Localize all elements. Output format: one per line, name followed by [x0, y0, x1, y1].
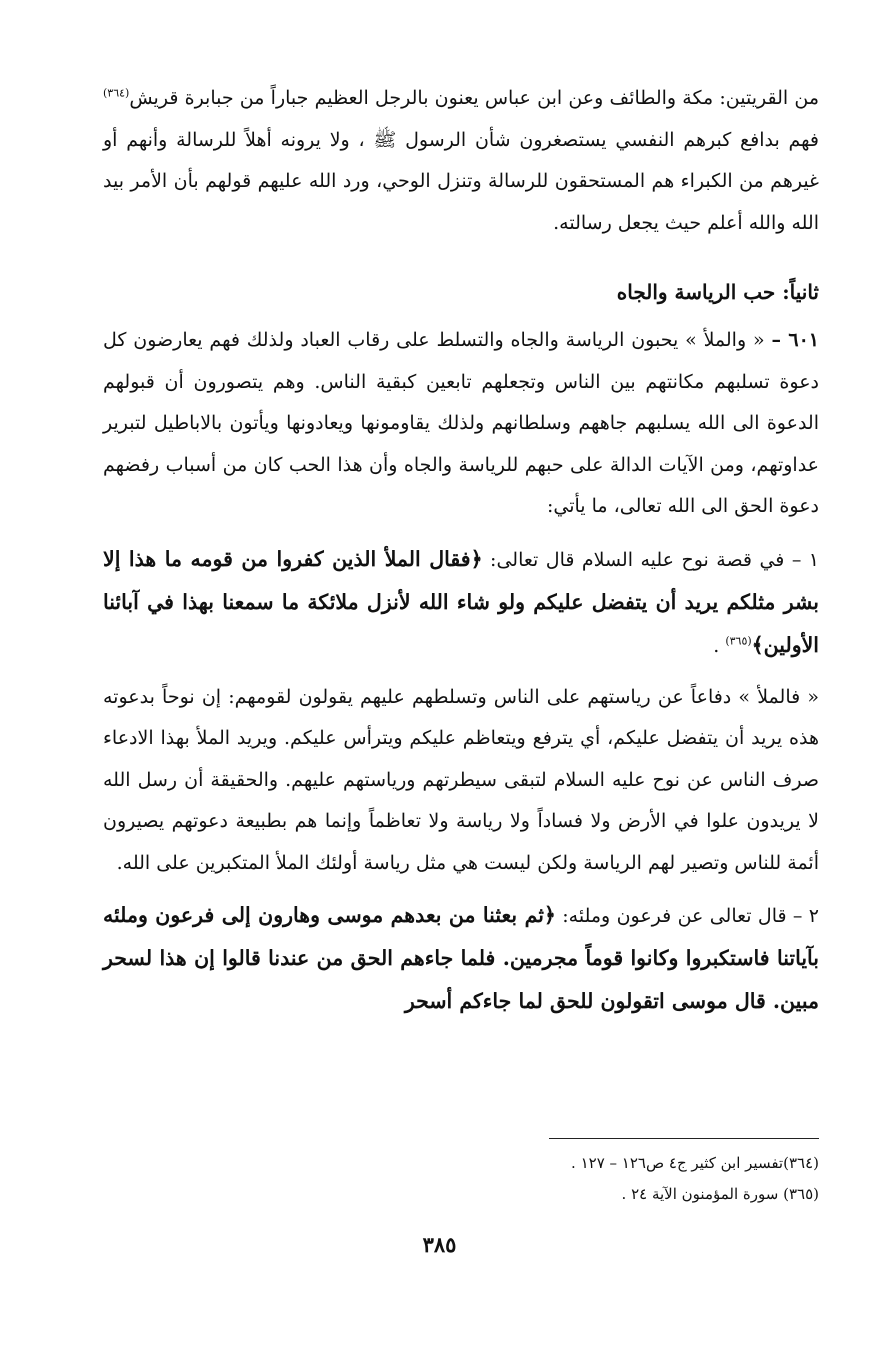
- intro-paragraph: [103, 78, 819, 244]
- footnotes: [319, 1148, 819, 1210]
- footnote-divider: [549, 1138, 819, 1139]
- intro-text-continued: فهم بدافع كبرهم النفسي يستصغرون شأن الرسول ﷺ ، ولا يرونه أهلاً للرسالة وأنهم أو غيرهم من الكبراء هم المستحقون للرسالة وتنزل الوحي، ورد الله عليهم قولهم بأن الأمر بيد الله والله أعلم حيث يجعل رسالته.: [103, 128, 819, 234]
- point-2-paragraph: [103, 894, 819, 1023]
- section-heading: ثانياً: حب الرياسة والجاه: [616, 280, 819, 304]
- point-2-block: [103, 894, 819, 1023]
- item-601-number: ٦٠١ –: [771, 329, 819, 351]
- point-2-intro: ٢ – قال تعالى عن فرعون وملئه:: [555, 905, 819, 927]
- point-2-verse: ﴿ثم بعثنا من بعدهم موسى وهارون إلى فرعون وملئه بآياتنا فاستكبروا وكانوا قوماً مجرمين. فلما جاءهم الحق من عندنا قالوا إن هذا لسحر مبين. قال موسى اتقولون للحق لما جاءكم أسحر: [103, 903, 819, 1013]
- point-1-paragraph: [103, 538, 819, 667]
- footnote-ref-365[interactable]: (٣٦٥): [725, 634, 752, 648]
- point-1-intro: ١ – في قصة نوح عليه السلام قال تعالى:: [482, 548, 819, 571]
- footnote-ref-364[interactable]: (٣٦٤): [103, 86, 130, 100]
- item-601-paragraph: [103, 320, 819, 528]
- page-body: [103, 78, 819, 1023]
- point-1-block: [103, 538, 819, 667]
- point-1-verse: ﴿فقال الملأ الذين كفروا من قومه ما هذا إلا بشر مثلكم يريد أن يتفضل عليكم ولو شاء الله لأنزل ملائكة ما سمعنا بهذا في آبائنا الأولين﴾: [103, 546, 819, 657]
- item-601-text: « والملأ » يحبون الرياسة والجاه والتسلط على رقاب العباد ولذلك فهم يعارضون كل دعوة تسلبهم مكانتهم بين الناس وتجعلهم تابعين كبقية الناس. وهم يتصورون أن قبولهم الدعوة الى الله يسلبهم جاههم وسلطانهم ولذلك يقاومونها ويعادونها ويأتون بالاباطيل لتبرير عداوتهم، ومن الآيات الدالة على حبهم للرياسة والجاه وأن هذا الحب كان من أسباب رفضهم دعوة الحق الى الله تعالى، ما يأتي:: [103, 329, 819, 517]
- commentary-paragraph: « فالملأ » دفاعاً عن رياستهم على الناس وتسلطهم عليهم يقولون لقومهم: إن نوحاً بدعوته هذه يريد أن يتفضل عليكم، أي يترفع ويتعاظم عليكم ويترأس عليكم. ويريد الملأ بهذا الادعاء صرف الناس عن نوح عليه السلام لتبقى سيطرتهم ورياستهم عليهم. والحقيقة أن رسل الله لا يريدون علوا في الأرض ولا فساداً ولا رياسة ولا تعاظماً وإنما هم بطبيعة دعوتهم يصيرون أئمة للناس وتصير لهم الرياسة ولكن ليست هي مثل رياسة أولئك الملأ المتكبرين على الله.: [103, 685, 819, 874]
- footnote-365: (٣٦٥) سورة المؤمنون الآية ٢٤ .: [621, 1185, 819, 1203]
- point-1-end: .: [713, 634, 726, 657]
- footnote-364: (٣٦٤)تفسير ابن كثير ج٤ ص١٢٦ – ١٢٧ .: [571, 1154, 819, 1172]
- page-number: ٣٨٥: [422, 1232, 457, 1257]
- intro-text: من القريتين: مكة والطائف وعن ابن عباس يعنون بالرجل العظيم جباراً من جبابرة قريش: [129, 87, 819, 109]
